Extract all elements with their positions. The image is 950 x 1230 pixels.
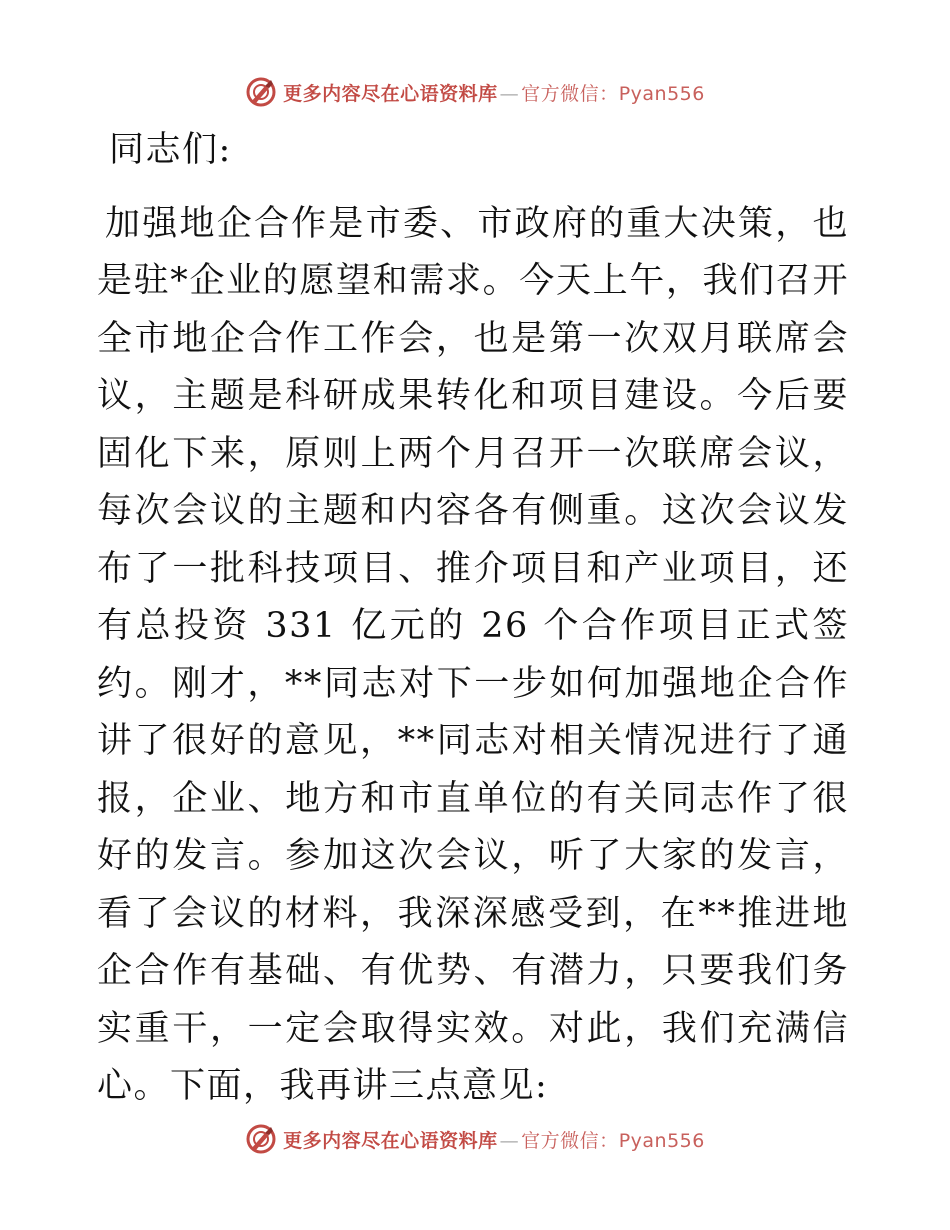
watermark-text (283, 1126, 705, 1153)
watermark-id: Pyan556 (618, 82, 705, 105)
watermark-separator: — (499, 82, 520, 105)
paragraph: 加强地企合作是市委、市政府的重大决策，也是驻*企业的愿望和需求。今天上午，我们召开全市地企合作工作会，也是第一次双月联席会议，主题是科研成果转化和项目建设。今后要固化下来，原则上两个月召开一次联席会议，每次会议的主题和内容各有侧重。这次会议发布了一批科技项目、推介项目和产业项目，还有总投资 331 亿元的 26 个合作项目正式签约。刚才，**同志对下一步如何加强地企合作讲了很好的意见，**同志对相关情况进行了通报，企业、地方和市直单位的有关同志作了很好的发言。参加这次会议，听了大家的发言，看了会议的材料，我深深感受到，在**推进地企合作有基础、有优势、有潜力，只要我们务实重干，一定会取得实效。对此，我们充满信心。下面，我再讲三点意见: (97, 203, 849, 1106)
document-body (97, 122, 849, 1116)
watermark-id: Pyan556 (618, 1129, 705, 1152)
watermark-label: 官方微信： (521, 1129, 619, 1152)
watermark-main: 更多内容尽在心语资料库 (283, 82, 498, 105)
watermark-text (283, 79, 705, 106)
watermark-label: 官方微信： (521, 82, 619, 105)
pen-logo-icon (245, 76, 277, 108)
salutation: 同志们: (109, 130, 232, 170)
watermark-header (0, 72, 950, 112)
pen-logo-icon (245, 1123, 277, 1155)
watermark-footer (0, 1119, 950, 1159)
watermark-separator: — (499, 1129, 520, 1152)
watermark-main: 更多内容尽在心语资料库 (283, 1129, 498, 1152)
